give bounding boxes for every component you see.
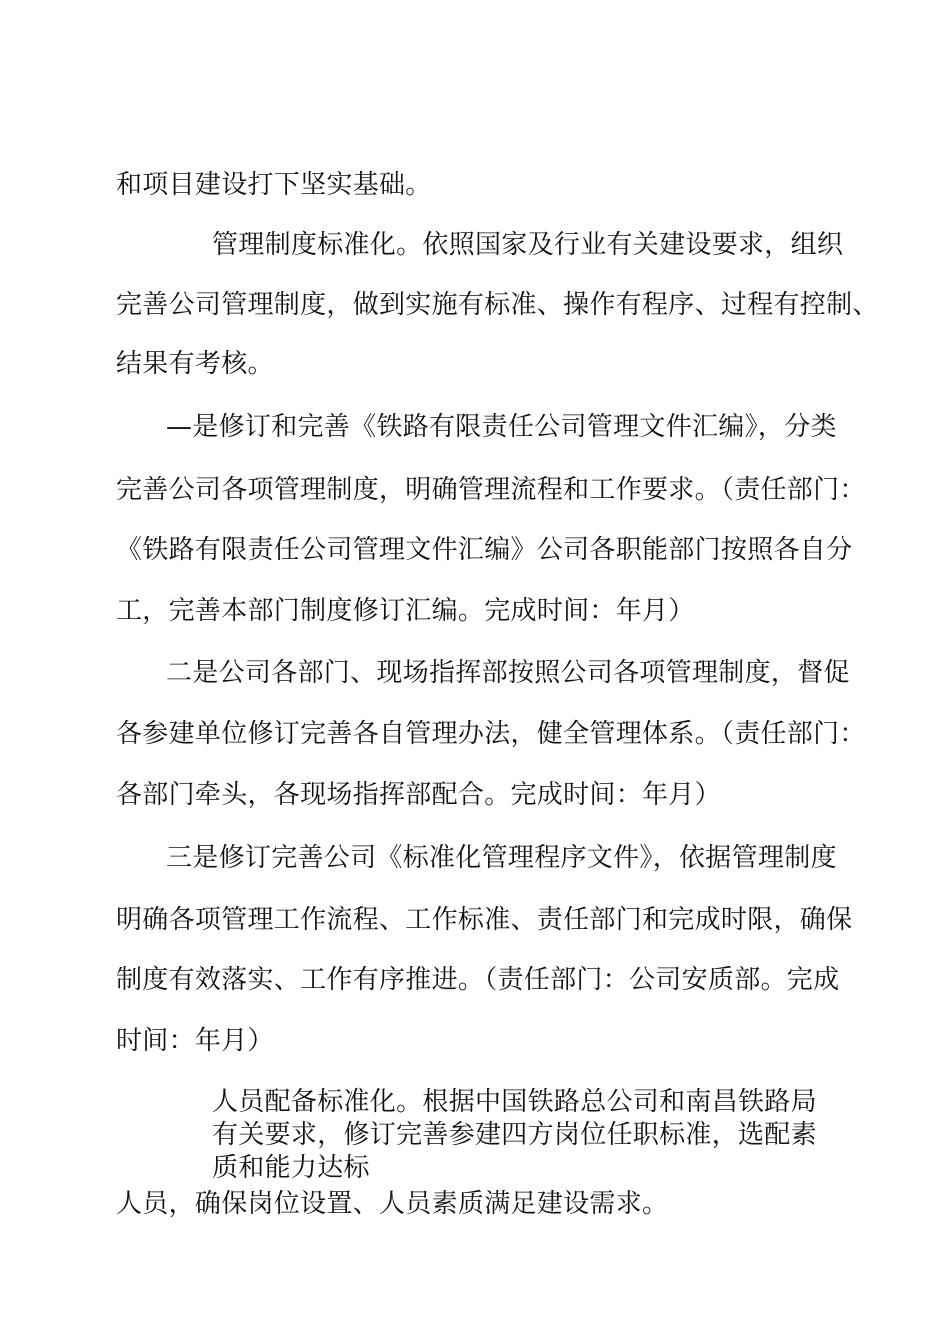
text-line: 制度有效落实、工作有序推进。（责任部门：公司安质部。完成: [116, 965, 840, 995]
text-line: 《铁路有限责任公司管理文件汇编》公司各职能部门按照各自分: [116, 535, 853, 565]
text-line: 工，完善本部门制度修订汇编。完成时间：年月）: [116, 596, 695, 626]
text-line: 各参建单位修订完善各自管理办法，健全管理体系。（责任部门：: [116, 719, 866, 749]
item-three-line: 三是修订完善公司《标准化管理程序文件》，依据管理制度: [166, 843, 837, 873]
text-line: 和项目建设打下坚实基础。: [116, 170, 432, 200]
section-heading-management: 管理制度标准化。依照国家及行业有关建设要求，组织: [212, 230, 844, 260]
item-two-line: 二是公司各部门、现场指挥部按照公司各项管理制度，督促: [166, 658, 850, 688]
text-line: 完善公司各项管理制度，明确管理流程和工作要求。（责任部门：: [116, 475, 866, 505]
text-line: 完善公司管理制度，做到实施有标准、操作有程序、过程有控制、: [116, 290, 879, 320]
text-line: 各部门牵头，各现场指挥部配合。完成时间：年月）: [116, 780, 721, 810]
text-line: 结果有考核。: [116, 349, 274, 379]
text-line: 明确各项管理工作流程、工作标准、责任部门和完成时限，确保: [116, 905, 853, 935]
section-heading-personnel: 人员配备标准化。根据中国铁路总公司和南昌铁路局有关要求，修订完善参建四方岗位任职标准，选配素质和能力达标: [212, 1087, 817, 1183]
item-one-line: —是修订和完善《铁路有限责任公司管理文件汇编》，分类: [166, 412, 837, 442]
text-line: 人员，确保岗位设置、人员素质满足建设需求。: [116, 1189, 669, 1219]
text-line: 时间：年月）: [116, 1026, 274, 1056]
